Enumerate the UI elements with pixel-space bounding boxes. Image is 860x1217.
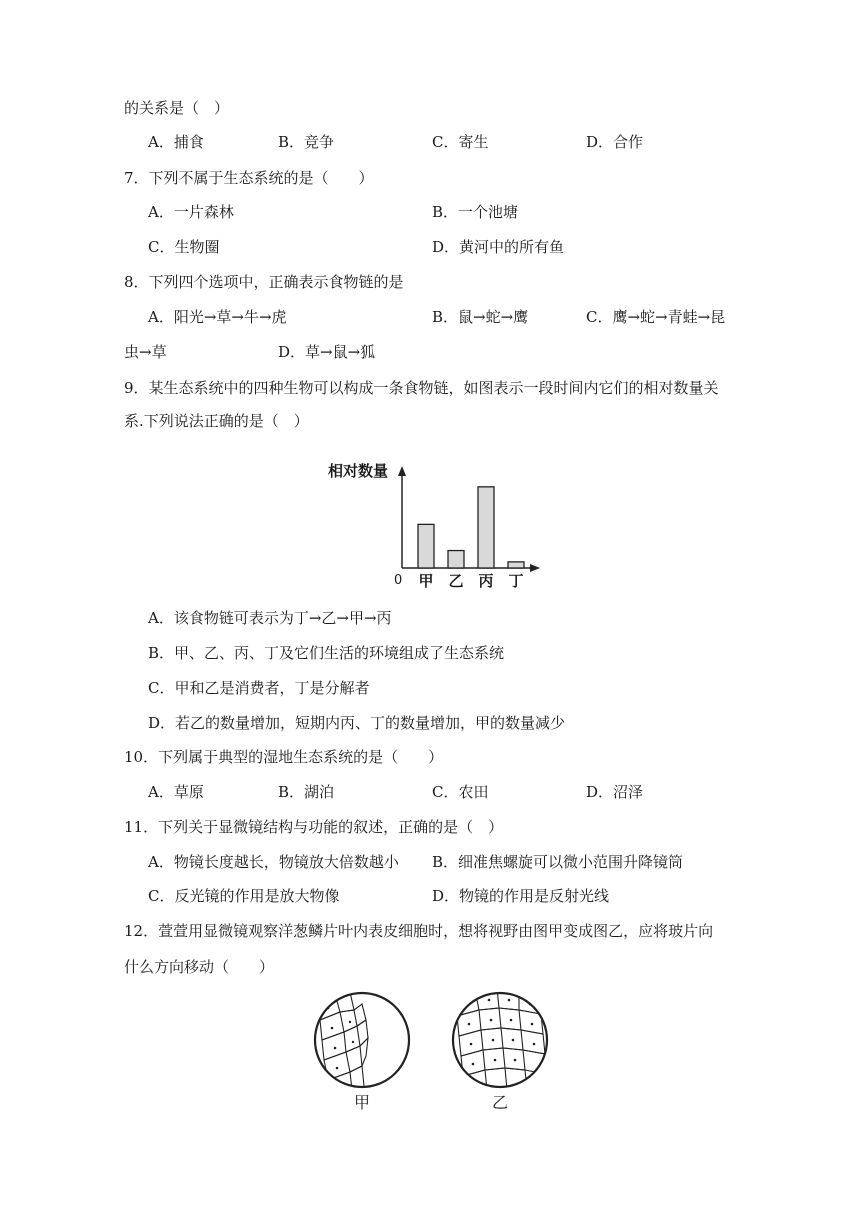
q9-option-a: A．该食物链可表示为丁→乙→甲→丙 (148, 609, 392, 627)
q11-option-a: A．物镜长度越长，物镜放大倍数越小 (148, 853, 399, 871)
chart-bar-3 (508, 562, 524, 568)
q8-option-c-wrap: 虫→草 (124, 343, 167, 361)
figure-label-jia: 甲 (354, 1093, 371, 1112)
q10-option-a: A．草原 (148, 783, 204, 801)
q8-option-b: B．鼠→蛇→鹰 (432, 308, 529, 326)
q11-option-c: C．反光镜的作用是放大物像 (148, 887, 340, 905)
q9-stem-line2: 系.下列说法正确的是（ ） (124, 412, 309, 430)
q9-option-b: B．甲、乙、丙、丁及它们生活的环境组成了生态系统 (148, 644, 505, 662)
chart-y-axis-arrow (398, 466, 406, 476)
q10-stem: 10．下列属于典型的湿地生态系统的是（ ） (124, 748, 444, 766)
q7-option-b: B．一个池塘 (432, 203, 519, 221)
q11-option-b: B．细准焦螺旋可以微小范围升降镜筒 (432, 853, 684, 871)
onion-cells-jia-icon (315, 992, 368, 1090)
q7-option-d: D．黄河中的所有鱼 (432, 238, 565, 256)
chart-origin-label: 0 (394, 573, 403, 588)
q7-stem: 7．下列不属于生态系统的是（ ） (124, 169, 374, 187)
q6-stem-tail: 的关系是（ ） (124, 99, 230, 117)
chart-bar-0 (418, 524, 434, 568)
q7-option-c: C．生物圈 (148, 238, 220, 256)
chart-x-axis-arrow (530, 564, 540, 572)
q7-option-a: A．一片森林 (148, 203, 234, 221)
figure-label-yi: 乙 (492, 1093, 509, 1112)
relative-quantity-bar-chart (310, 450, 550, 600)
q10-option-c: C．农田 (432, 783, 489, 801)
q8-stem: 8．下列四个选项中，正确表示食物链的是 (124, 273, 404, 291)
q10-option-d: D．沼泽 (586, 783, 644, 801)
chart-y-axis-label: 相对数量 (328, 462, 389, 480)
q12-stem-line1: 12．萱萱用显微镜观察洋葱鳞片叶内表皮细胞时，想将视野由图甲变成图乙，应将玻片向 (124, 922, 714, 940)
q9-option-c: C．甲和乙是消费者，丁是分解者 (148, 679, 370, 697)
q6-option-d: D．合作 (586, 133, 644, 151)
q6-option-c: C．寄生 (432, 133, 489, 151)
q6-option-b: B．竞争 (278, 133, 335, 151)
chart-bar-1 (448, 551, 464, 568)
chart-category-label-3: 丁 (508, 572, 524, 590)
q6-option-a: A．捕食 (148, 133, 204, 151)
q10-option-b: B．湖泊 (278, 783, 335, 801)
chart-category-label-1: 乙 (448, 572, 464, 590)
chart-bar-2 (478, 487, 494, 568)
microscope-view-jia (310, 990, 420, 1112)
q9-option-d: D．若乙的数量增加，短期内丙、丁的数量增加，甲的数量减少 (148, 714, 566, 732)
chart-category-label-0: 甲 (418, 572, 434, 590)
chart-category-label-2: 丙 (478, 572, 494, 590)
q12-stem-line2: 什么方向移动（ ） (124, 958, 275, 976)
q8-option-c: C．鹰→蛇→青蛙→昆 (586, 308, 726, 326)
q9-stem-line1: 9．某生态系统中的四种生物可以构成一条食物链，如图表示一段时间内它们的相对数量关 (124, 379, 719, 397)
microscope-view-yi (445, 990, 555, 1112)
q11-stem: 11．下列关于显微镜结构与功能的叙述，正确的是（ ） (124, 818, 504, 836)
q8-option-a: A．阳光→草→牛→虎 (148, 308, 287, 326)
q8-option-d: D．草→鼠→狐 (278, 343, 376, 361)
q11-option-d: D．物镜的作用是反射光线 (432, 887, 610, 905)
